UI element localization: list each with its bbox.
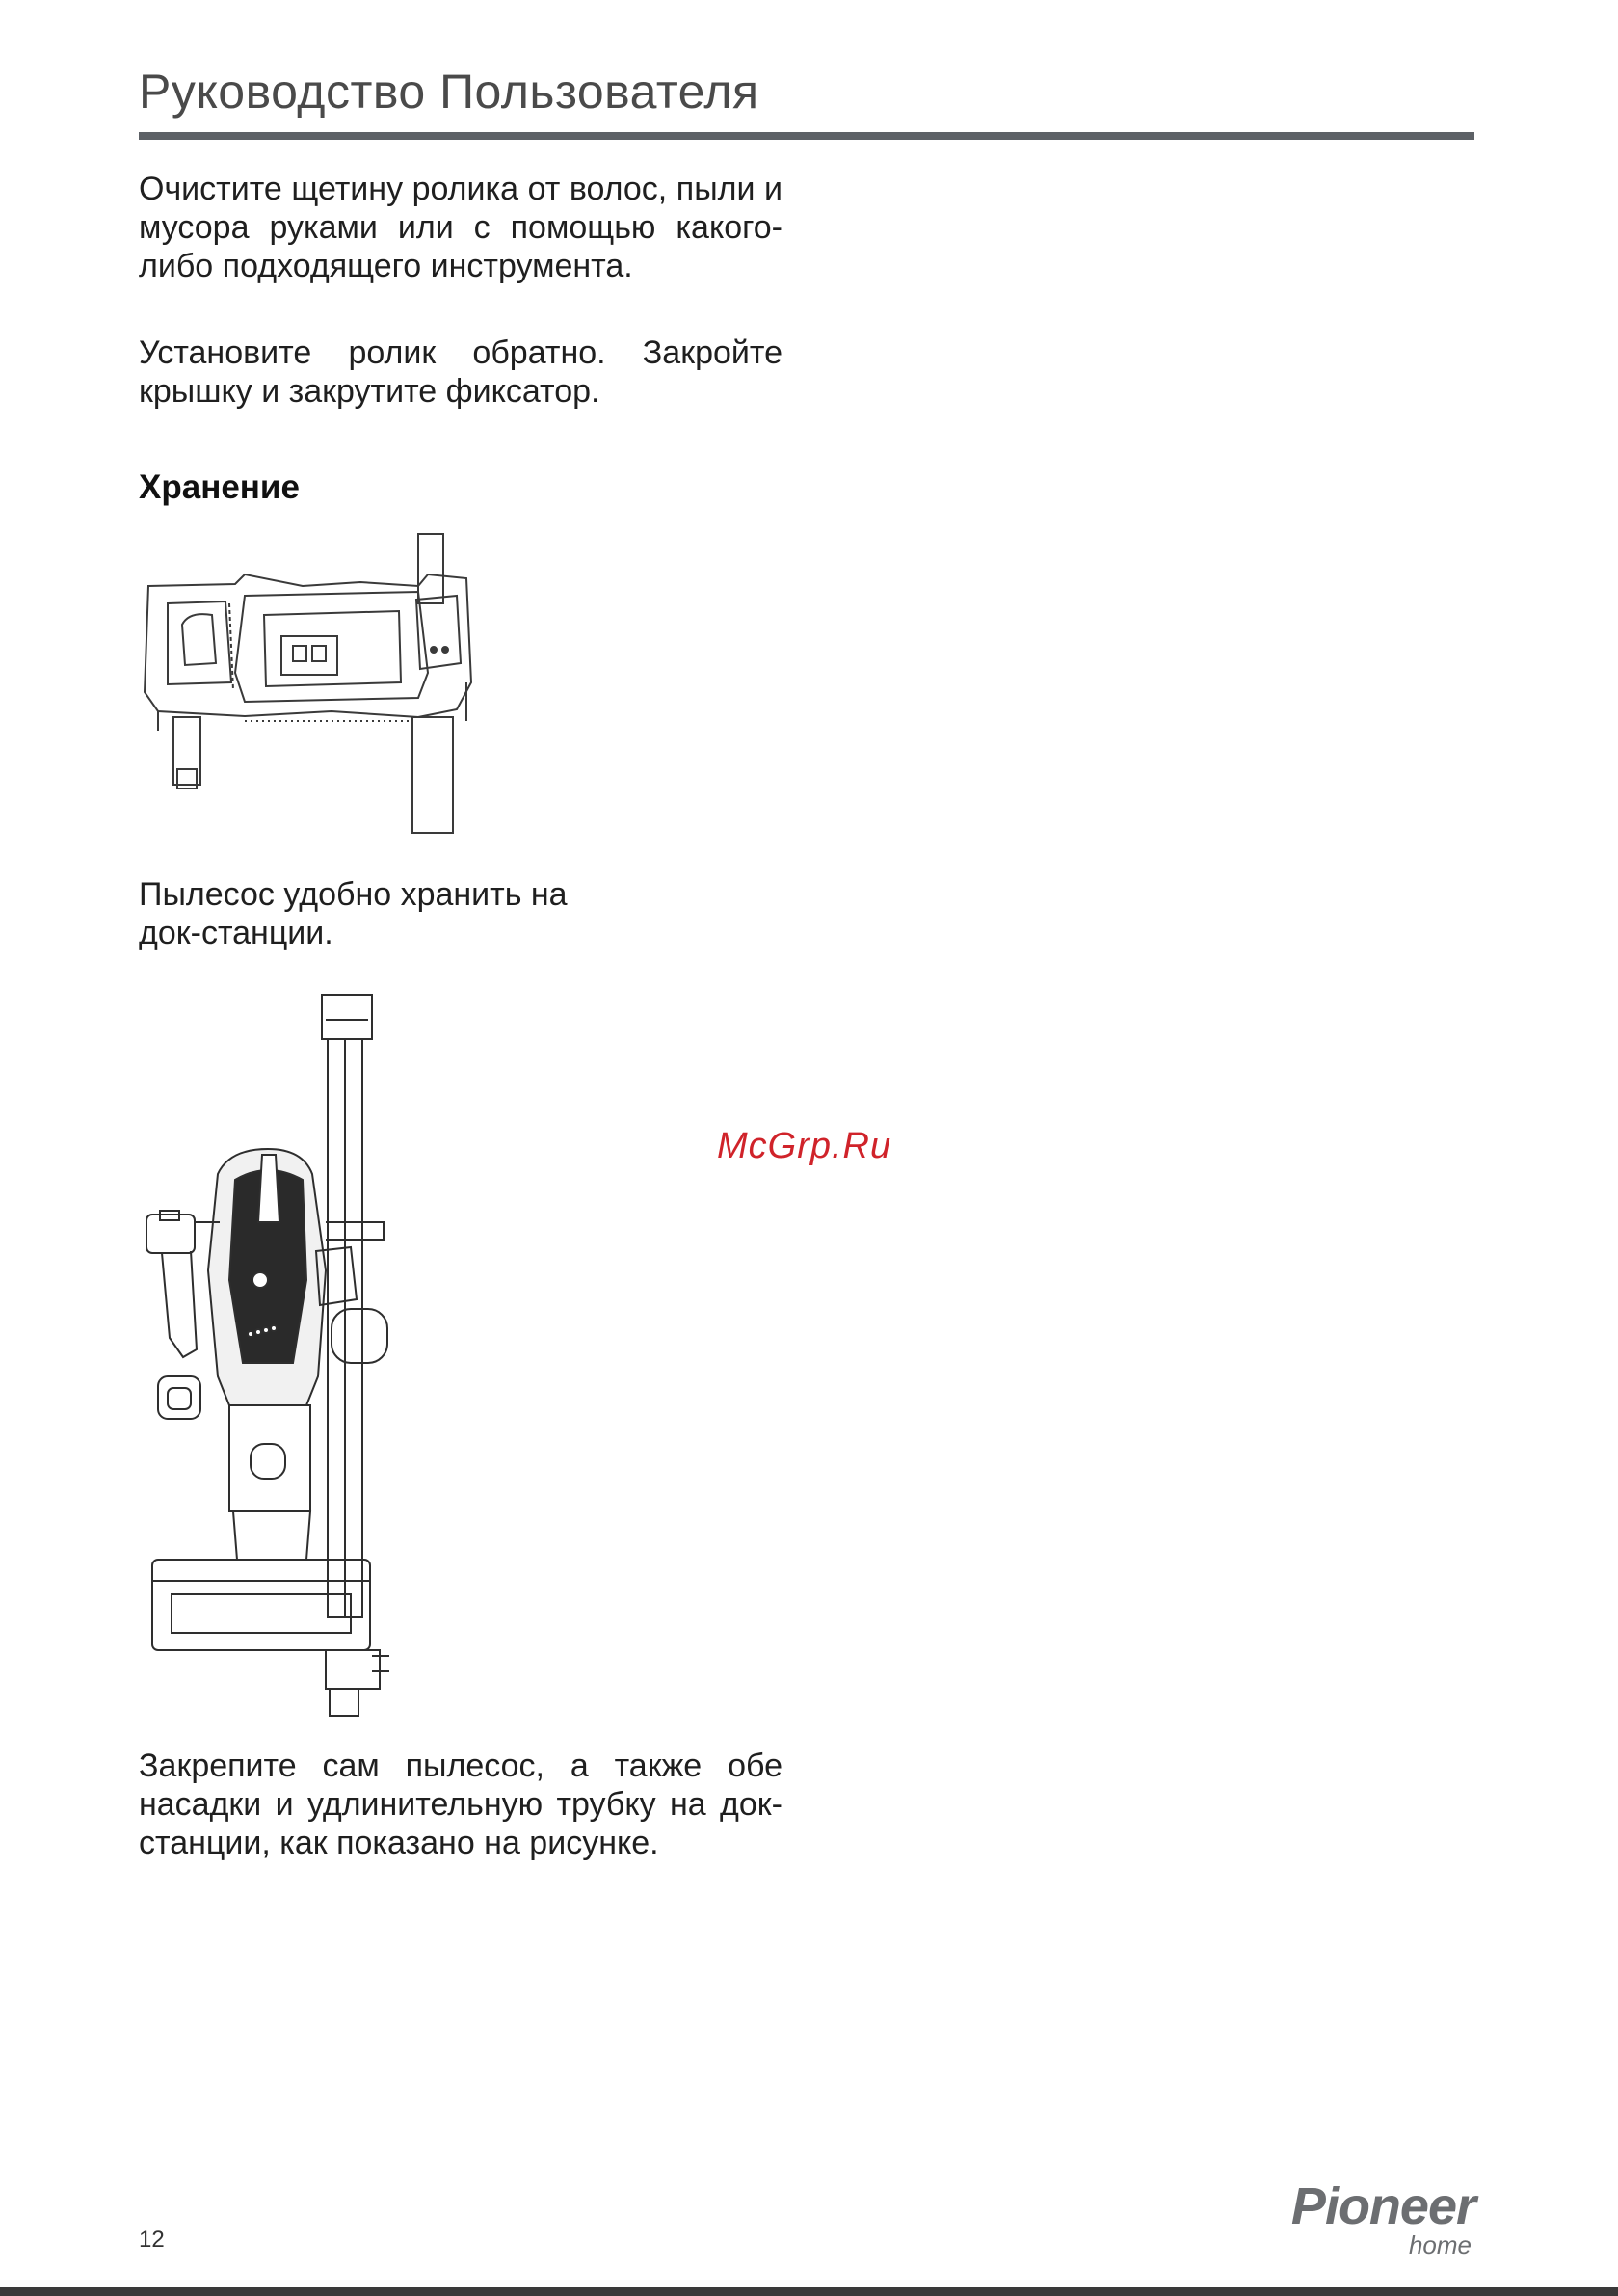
paragraph-mount-on-dock: Закрепите сам пылесос, а также обе насадки и удлинительную трубку на док-станции, как показано на рисунке. bbox=[139, 1748, 782, 1861]
section-heading-storage: Хранение bbox=[139, 468, 300, 506]
paragraph-clean-roller: Очистите щетину ролика от волос, пыли и мусора руками или с помощью какого-либо подходящего инструмента. bbox=[139, 171, 782, 284]
logo-subtitle: home bbox=[1408, 2230, 1472, 2259]
page-title: Руководство Пользователя bbox=[139, 65, 759, 119]
vacuum-on-dock-station-figure bbox=[137, 991, 397, 1723]
dock-station-top-view-figure bbox=[139, 528, 495, 837]
title-rule bbox=[139, 132, 1474, 140]
logo-wordmark: Pioneer bbox=[1290, 2177, 1475, 2235]
bottom-rule bbox=[0, 2287, 1618, 2296]
page-number: 12 bbox=[139, 2227, 165, 2253]
watermark: McGrp.Ru bbox=[717, 1126, 892, 1166]
pioneer-logo bbox=[1268, 2176, 1475, 2259]
paragraph-store-on-dock: Пылесос удобно хранить на док-станции. bbox=[139, 876, 568, 951]
paragraph-install-roller: Установите ролик обратно. Закройте крышку и закрутите фиксатор. bbox=[139, 334, 782, 410]
